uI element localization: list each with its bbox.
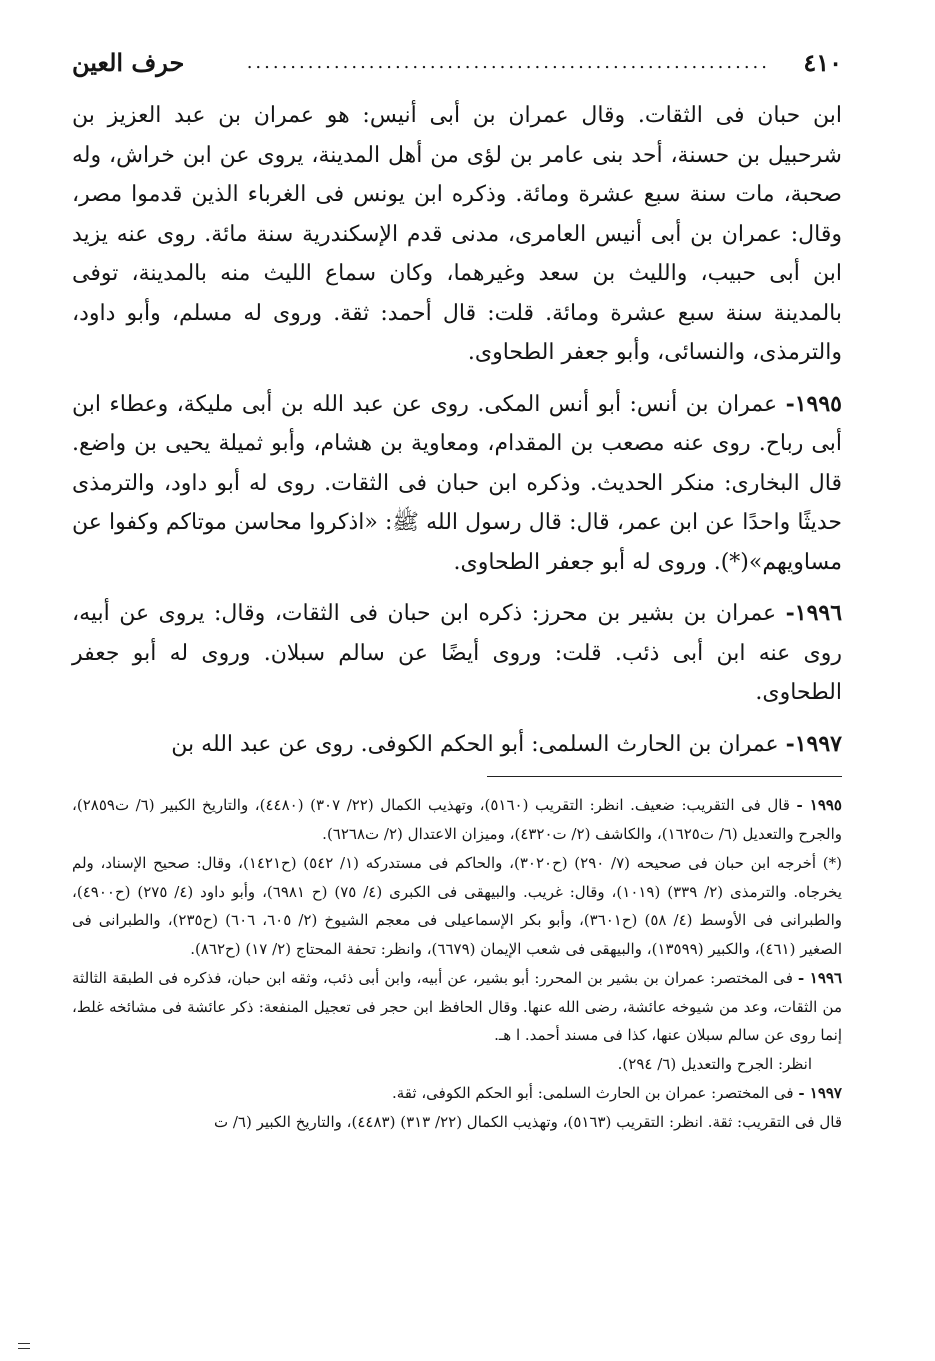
entry-number: ١٩٩٦-	[785, 600, 843, 626]
entry-number: ١٩٩٥-	[785, 390, 842, 417]
footnotes	[72, 791, 842, 1136]
entry-text: عمران بن بشير بن محرز: ذكره ابن حبان فى الثقات، وقال: يروى عن أبيه، روى عنه ابن أبى ذئب. قلت: وروى أيضًا عن سالم سبلان. وروى له أبو جعفر الطحاوى.	[72, 601, 842, 705]
page-bottom-mark	[18, 1343, 30, 1349]
entry-1996	[72, 594, 842, 713]
footnote-star	[72, 849, 842, 963]
page-number: ٤١٠	[803, 48, 842, 77]
footnote-1995	[72, 791, 842, 848]
entry-1997	[72, 725, 842, 765]
main-text	[72, 96, 842, 764]
header-leader-dots: ............................................................	[246, 52, 770, 73]
footnote-text: (*) أخرجه ابن حبان فى صحيحه (٧/ ٢٩٠) (ح٣٠٢٠)، والحاكم فى مستدركه (١/ ٥٤٢) (ح١٤٢١)، وقال: صحيح الإسناد، ولم يخرجاه. والترمذى (٢/ ٣٣٩) (١٠١٩)، وقال: غريب. والبيهقى فى الكبرى (٤/ ٧٥) (ح ٦٩٨١)، وأبو داود (٤/ ٢٧٥) (ح٤٩٠٠)، والطبرانى فى الأوسط (٤/ ٥٨) (ح٣٦٠١)، وأبو بكر الإسماعيلى فى معجم الشيوخ (٢/ ٦٠٥، ٦٠٦) (ح٢٣٥)، والطبرانى فى الصغير (٤٦١)، والكبير (١٣٥٩٩)، والبيهقى فى شعب الإيمان (٦٦٧٩)، وانظر: تحفة المحتاج (٢/ ١٧) (ح٨٦٢).	[72, 854, 843, 958]
footnote-number: ١٩٩٥ -	[796, 796, 842, 814]
footnote-reference: قال فى التقريب: ثقة. انظر: التقريب (٥١٦٣)، وتهذيب الكمال (٢٢/ ٣١٣) (٤٤٨٣)، والتاريخ الكبير (٦/ ت	[213, 1112, 842, 1131]
chapter-title: حرف العين	[72, 48, 185, 77]
footnote-1997	[72, 1079, 842, 1136]
entry-text: عمران بن أنس: أبو أنس المكى. روى عن عبد الله بن أبى مليكة، وعطاء ابن أبى رباح. روى عنه مصعب بن المقدام، ومعاوية بن هشام، وأبو ثميلة يحيى بن واضع. قال البخارى: منكر الحديث. وذكره ابن حبان فى الثقات. روى له أبو داود، والترمذى حديثًا واحدًا عن ابن عمر، قال: قال رسول الله ﷺ: «اذكروا محاسن موتاكم وكفوا عن مساويهم»(*). وروى له أبو جعفر الطحاوى.	[72, 391, 842, 575]
footnote-separator	[487, 776, 842, 777]
footnote-text: قال فى التقريب: ضعيف. انظر: التقريب (٥١٦٠)، وتهذيب الكمال (٢٢/ ٣٠٧) (٤٤٨٠)، والتاريخ الكبير (٦/ ت٢٨٥٩)، والجرح والتعديل (٦/ ت١٦٢٥)، والكاشف (٢/ ت٤٣٢٠)، وميزان الاعتدال (٢/ ت٦٢٦٨).	[72, 796, 842, 843]
entry-1995	[72, 385, 842, 583]
footnote-number: ١٩٩٧ -	[798, 1084, 842, 1102]
footnote-1996	[72, 964, 842, 1078]
footnote-text: فى المختصر: عمران بن الحارث السلمى: أبو الحكم الكوفى، ثقة.	[392, 1084, 794, 1102]
paragraph-continuation	[72, 96, 842, 373]
footnote-text: فى المختصر: عمران بن بشير بن المحرر: أبو بشير، عن أبيه، وابن أبى ذئب، وثقه ابن حبان، فذكره فى الطبقة الثالثة من الثقات، وعد من شيوخه عائشة، رضى الله عنها. وقال الحافظ ابن حجر فى تعجيل المنفعة: ذكر عائشة فى مشائخه غلط، إنما روى عن سالم سبلان عنها، كذا فى مسند أحمد. ا هـ.	[72, 969, 842, 1044]
entry-number: ١٩٩٧-	[785, 730, 842, 757]
page-header	[72, 40, 842, 92]
footnote-reference: انظر: الجرح والتعديل (٦/ ٢٩٤).	[617, 1054, 812, 1073]
paragraph-text: ابن حبان فى الثقات. وقال عمران بن أبى أنيس: هو عمران بن عبد العزيز بن شرحبيل بن حسنة، أحد بنى عامر بن لؤى من أهل المدينة، يروى عن ابن خراش، وله صحبة، مات سنة سبع عشرة ومائة. وذكره ابن يونس فى الغرباء الذين قدموا مصر، وقال: عمران بن أبى أنيس العامرى، مدنى قدم الإسكندرية سنة مائة. روى عنه يزيد ابن أبى حبيب، والليث بن سعد وغيرهما، وكان سماع الليث منه بالمدينة، توفى بالمدينة سنة سبع عشرة ومائة. قلت: قال أحمد: ثقة. وروى له مسلم، وأبو داود، والترمذى، والنسائى، وأبو جعفر الطحاوى.	[72, 103, 842, 365]
book-page	[72, 40, 842, 1340]
footnote-number: ١٩٩٦ -	[797, 969, 843, 987]
entry-text: عمران بن الحارث السلمى: أبو الحكم الكوفى. روى عن عبد الله بن	[171, 731, 779, 757]
